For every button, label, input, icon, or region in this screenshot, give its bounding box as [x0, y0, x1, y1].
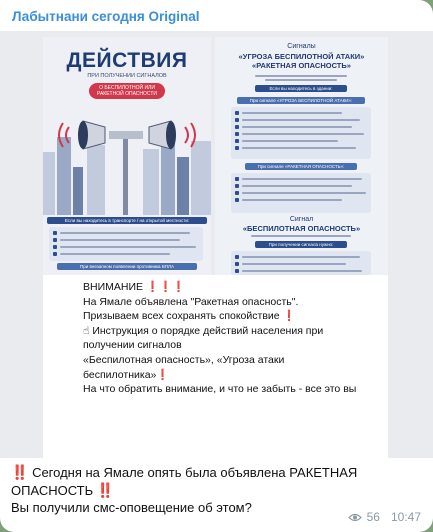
infographic-subtitle: ПРИ ПОЛУЧЕНИИ СИГНАЛОВ [87, 73, 167, 79]
infographic-panel-actions [43, 37, 211, 215]
caption-line: получении сигналов [83, 339, 182, 352]
drone-danger-title: «БЕСПИЛОТНАЯ ОПАСНОСТЬ» [242, 224, 361, 233]
channel-name[interactable]: Лабытнани сегодня Original [12, 9, 200, 24]
caption-line: «Беспилотная опасность», «Угроза атаки [83, 353, 285, 366]
image-caption-text [43, 275, 388, 458]
photo-media[interactable] [0, 31, 433, 458]
message-line: Сегодня на Ямале опять была объявлена РАКЕТНАЯ [32, 465, 358, 480]
double-exclamation-icon: ‼️ [96, 481, 115, 498]
drone-appear-bar: При внезапном появлении противника БПЛА [57, 263, 197, 270]
signal-label: Сигнал [289, 216, 314, 223]
message-time: 10:47 [390, 510, 421, 524]
signals-label: Сигналы [287, 43, 316, 50]
caption-line: На что обратить внимание, и что не забыть - все это вы [83, 383, 357, 396]
signals-title: «УГРОЗА БЕСПИЛОТНОЙ АТАКИ» «РАКЕТНАЯ ОПАСНОСТЬ» [238, 52, 365, 70]
views-count: 56 [366, 510, 380, 524]
exclamation-icon: ❗ [156, 368, 170, 381]
message-line: ОПАСНОСТЬ [11, 482, 94, 498]
double-exclamation-icon: ‼️ [11, 464, 29, 480]
caption-attention: ВНИМАНИЕ [83, 281, 144, 293]
exclamation-icon: ❗ [282, 310, 296, 323]
drone-signal-bar: При сигнале «УГРОЗА БЕСПИЛОТНОЙ АТАКИ»: [237, 97, 365, 104]
caption-line: Призываем всех сохранять спокойствие [83, 310, 280, 323]
caption-line: На Ямале объявлена "Ракетная опасность". [83, 295, 299, 308]
loudspeaker-illustration [43, 97, 211, 215]
threat-pill: О БЕСПИЛОТНОЙ ИЛИ РАКЕТНОЙ ОПАСНОСТИ [89, 83, 165, 99]
views-eye-icon [348, 513, 362, 522]
caption-line: беспилотника» [83, 368, 157, 381]
infographic-title: ДЕЙСТВИЯ [66, 49, 188, 72]
infographic-panel-signals [215, 37, 388, 215]
missile-signal-bar: При сигнале «РАКЕТНАЯ ОПАСНОСТЬ»: [245, 163, 357, 170]
message-meta [348, 510, 421, 524]
caption-line: Инструкция о порядке действий населения при [92, 324, 324, 337]
on-signal-bar: При получении сигнала нужно: [255, 241, 347, 248]
pointing-hand-icon: ☝ [83, 324, 90, 337]
exclamation-icon: ❗❗❗ [145, 281, 186, 293]
transport-bar: Если вы находитесь в транспорте / на открытой местности: [47, 217, 207, 224]
in-building-bar: Если вы находитесь в здании: [255, 85, 347, 92]
message-line: Вы получили смс-оповещение об этом? [11, 500, 252, 515]
message-text [11, 464, 421, 517]
